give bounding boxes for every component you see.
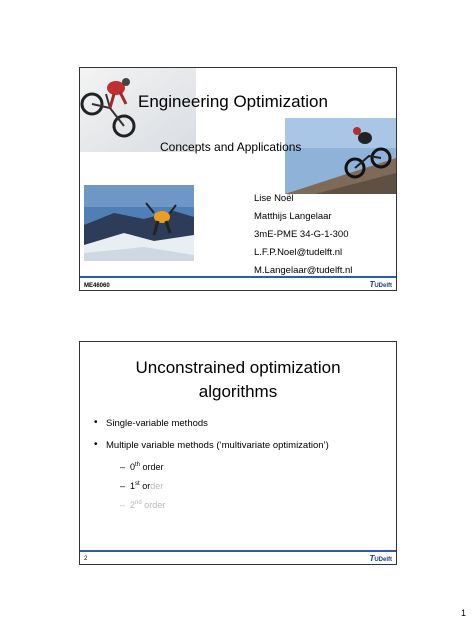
skier-photo	[84, 185, 194, 261]
sub-item-0th-order: – 0th order	[120, 462, 164, 472]
slide-subtitle: Concepts and Applications	[160, 140, 302, 154]
tudelft-logo: TUDelft	[369, 554, 392, 563]
contact-office: 3mE-PME 34-G-1-300	[254, 229, 349, 240]
contact-name-1: Lise Noël	[254, 193, 294, 204]
slide-title	[79, 67, 397, 291]
page-number: 1	[460, 608, 466, 618]
contact-name-2: Matthijs Langelaar	[254, 211, 332, 222]
slide-number: 2	[84, 556, 88, 562]
sub-item-1st-order: – 1st order	[120, 481, 164, 491]
slide-unconstrained	[79, 341, 397, 565]
tudelft-logo-icon: T	[369, 554, 375, 563]
cyclist-photo-right	[285, 118, 396, 194]
tudelft-logo: TUDelft	[369, 280, 392, 289]
contact-email-2: M.Langelaar@tudelft.nl	[254, 265, 353, 276]
sub-item-2nd-order: – 2nd order	[120, 500, 166, 510]
slide-footer	[80, 276, 396, 290]
contact-email-1: L.F.P.Noel@tudelft.nl	[254, 247, 343, 258]
tudelft-logo-icon: T	[369, 280, 375, 289]
bullet-single-variable: • Single-variable methods	[94, 418, 329, 429]
slide-title-text: Engineering Optimization	[138, 92, 328, 111]
contact-block	[254, 190, 352, 280]
slide-title: Unconstrained optimization algorithms	[135, 358, 341, 401]
bullet-list	[94, 418, 329, 519]
slide-footer	[80, 550, 396, 564]
course-code: ME46060	[84, 283, 110, 289]
bullet-multiple-variable: • Multiple variable methods (‘multivariate optimization’)	[94, 440, 329, 451]
